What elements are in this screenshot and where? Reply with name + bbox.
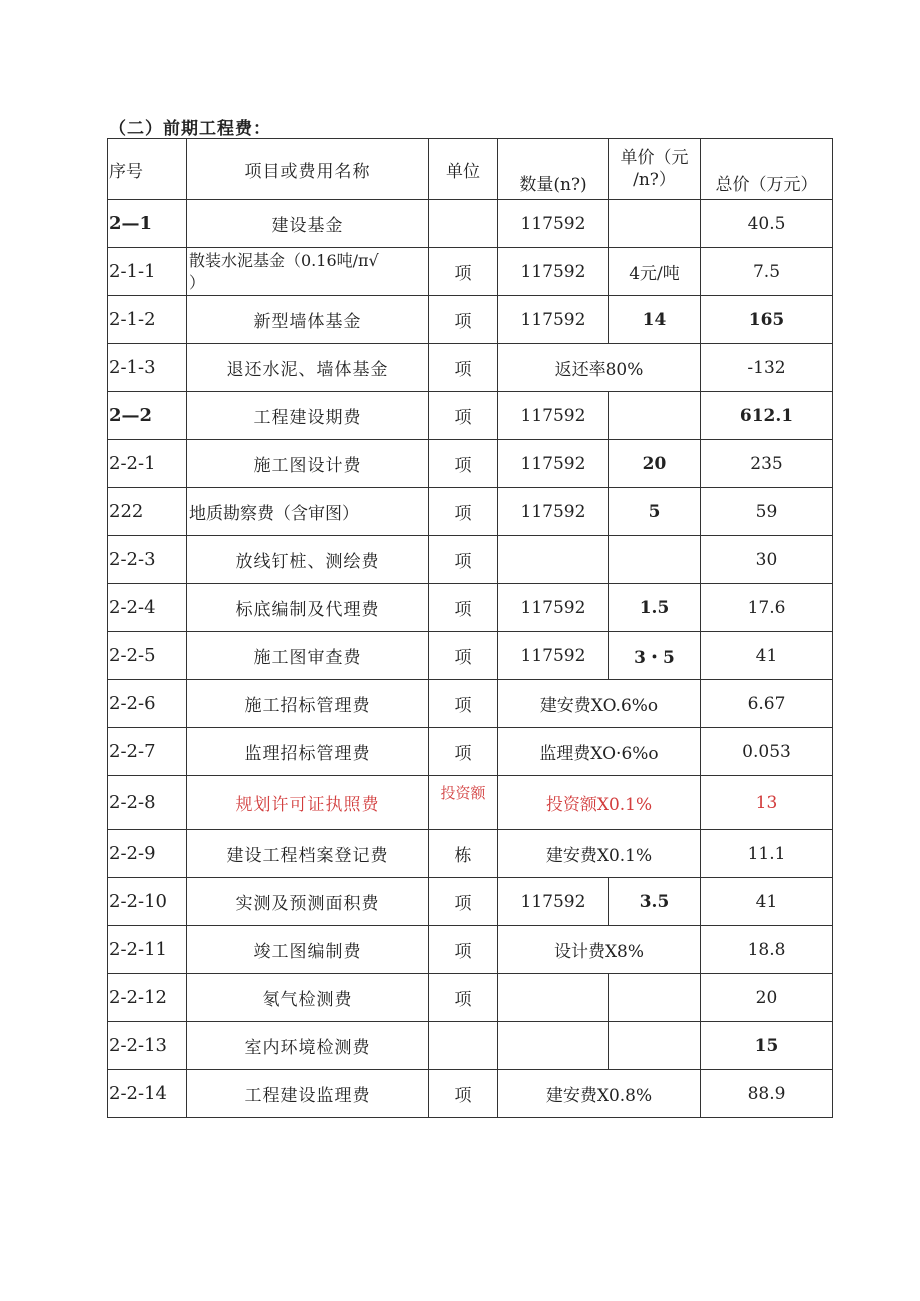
table-row	[108, 248, 833, 296]
cell-seq: 2-1-3	[108, 344, 187, 392]
cell-name: 氡气检测费	[187, 974, 429, 1022]
cell-total: 59	[701, 488, 833, 536]
cell-seq: 2-2-5	[108, 632, 187, 680]
cell-seq: 2-2-10	[108, 878, 187, 926]
cell-price: 14	[609, 296, 701, 344]
cell-price	[609, 974, 701, 1022]
section-heading: （二）前期工程费：	[109, 119, 271, 139]
cell-unit	[429, 1022, 498, 1070]
cell-unit: 项	[429, 248, 498, 296]
header-seq: 序号	[108, 139, 187, 200]
header-name: 项目或费用名称	[187, 139, 429, 200]
cell-qty: 117592	[498, 440, 609, 488]
cell-unit: 项	[429, 344, 498, 392]
cell-qty: 117592	[498, 248, 609, 296]
header-price	[609, 139, 701, 200]
header-unit: 单位	[429, 139, 498, 200]
cell-unit: 项	[429, 1070, 498, 1118]
cell-unit: 项	[429, 440, 498, 488]
table-row	[108, 536, 833, 584]
cell-price	[609, 536, 701, 584]
cell-price: 20	[609, 440, 701, 488]
cell-name	[187, 248, 429, 296]
cell-total: 41	[701, 878, 833, 926]
cell-name: 工程建设期费	[187, 392, 429, 440]
cell-name: 放线钉桩、测绘费	[187, 536, 429, 584]
cell-name: 新型墙体基金	[187, 296, 429, 344]
cell-name: 施工图设计费	[187, 440, 429, 488]
cell-price	[609, 1022, 701, 1070]
cell-name: 退还水泥、墙体基金	[187, 344, 429, 392]
cell-total: 15	[701, 1022, 833, 1070]
cell-unit: 项	[429, 680, 498, 728]
cell-total: 40.5	[701, 200, 833, 248]
cell-total: 13	[701, 776, 833, 830]
cell-seq: 2-2-14	[108, 1070, 187, 1118]
cell-unit: 项	[429, 296, 498, 344]
cell-name: 竣工图编制费	[187, 926, 429, 974]
cell-price: 3.5	[609, 878, 701, 926]
cell-name: 施工招标管理费	[187, 680, 429, 728]
cell-total: 30	[701, 536, 833, 584]
cell-name: 建设基金	[187, 200, 429, 248]
cell-seq: 2-2-6	[108, 680, 187, 728]
cell-qty	[498, 1022, 609, 1070]
cell-seq: 2-2-12	[108, 974, 187, 1022]
cell-total: 0.053	[701, 728, 833, 776]
cell-unit: 项	[429, 974, 498, 1022]
cell-formula: 监理费XO·6%o	[498, 728, 701, 776]
cell-seq: 2-2-1	[108, 440, 187, 488]
table-row	[108, 296, 833, 344]
header-price-line1: 单价（元	[620, 148, 689, 168]
table-row	[108, 878, 833, 926]
cell-name: 建设工程档案登记费	[187, 830, 429, 878]
cell-price: 4元/吨	[609, 248, 701, 296]
cell-qty: 117592	[498, 296, 609, 344]
table-row	[108, 440, 833, 488]
cell-qty: 117592	[498, 200, 609, 248]
cell-name: 标底编制及代理费	[187, 584, 429, 632]
cell-price: 1.5	[609, 584, 701, 632]
cell-total: 18.8	[701, 926, 833, 974]
cell-seq: 2-2-3	[108, 536, 187, 584]
header-total: 总价（万元）	[701, 139, 833, 200]
table-row	[108, 974, 833, 1022]
cell-unit: 项	[429, 488, 498, 536]
cell-price: 3・5	[609, 632, 701, 680]
cell-name: 室内环境检测费	[187, 1022, 429, 1070]
cell-qty: 117592	[498, 488, 609, 536]
cell-total: 165	[701, 296, 833, 344]
table-row	[108, 344, 833, 392]
cell-total: 6.67	[701, 680, 833, 728]
cell-unit: 项	[429, 536, 498, 584]
cell-qty: 117592	[498, 584, 609, 632]
cell-unit: 栋	[429, 830, 498, 878]
cell-total: 7.5	[701, 248, 833, 296]
cell-name: 施工图审查费	[187, 632, 429, 680]
cell-unit: 项	[429, 926, 498, 974]
cell-qty: 117592	[498, 878, 609, 926]
cell-seq: 2—2	[108, 392, 187, 440]
cell-unit: 项	[429, 878, 498, 926]
cell-seq: 2-2-8	[108, 776, 187, 830]
cell-unit: 项	[429, 584, 498, 632]
cell-formula: 建安费X0.8%	[498, 1070, 701, 1118]
table-row	[108, 200, 833, 248]
cell-price: 5	[609, 488, 701, 536]
cell-qty	[498, 974, 609, 1022]
cell-formula: 设计费X8%	[498, 926, 701, 974]
table-row	[108, 776, 833, 830]
cost-table	[107, 138, 833, 1118]
cell-unit: 投资额	[429, 776, 498, 830]
table-row	[108, 728, 833, 776]
header-qty: 数量(n?)	[498, 139, 609, 200]
cell-total: 88.9	[701, 1070, 833, 1118]
cell-total: 41	[701, 632, 833, 680]
table-row	[108, 632, 833, 680]
cell-price	[609, 200, 701, 248]
cell-qty: 117592	[498, 632, 609, 680]
cell-name: 实测及预测面积费	[187, 878, 429, 926]
cell-formula: 投资额X0.1%	[498, 776, 701, 830]
cell-price	[609, 392, 701, 440]
cell-seq: 2-1-1	[108, 248, 187, 296]
table-row	[108, 1022, 833, 1070]
cell-seq: 2—1	[108, 200, 187, 248]
table-row	[108, 926, 833, 974]
cell-seq: 2-1-2	[108, 296, 187, 344]
cell-name-line2: ）	[189, 272, 206, 292]
cell-seq: 2-2-4	[108, 584, 187, 632]
header-price-line2: /n?）	[633, 170, 676, 190]
cell-qty: 117592	[498, 392, 609, 440]
cell-name: 地质勘察费（含审图）	[187, 488, 429, 536]
table-row	[108, 488, 833, 536]
cell-formula: 返还率80%	[498, 344, 701, 392]
cell-seq: 2-2-11	[108, 926, 187, 974]
cell-name: 规划许可证执照费	[187, 776, 429, 830]
cell-unit: 项	[429, 632, 498, 680]
cell-unit	[429, 200, 498, 248]
cell-formula: 建安费XO.6%o	[498, 680, 701, 728]
table-row	[108, 392, 833, 440]
cell-seq: 2-2-9	[108, 830, 187, 878]
cell-name: 监理招标管理费	[187, 728, 429, 776]
table-row	[108, 830, 833, 878]
cell-seq: 222	[108, 488, 187, 536]
table-row	[108, 680, 833, 728]
cell-total: 235	[701, 440, 833, 488]
cell-formula: 建安费X0.1%	[498, 830, 701, 878]
cell-name-line1: 散装水泥基金（0.16吨/π√	[189, 250, 379, 270]
cell-unit: 项	[429, 392, 498, 440]
cell-total: 17.6	[701, 584, 833, 632]
cell-seq: 2-2-13	[108, 1022, 187, 1070]
cell-seq: 2-2-7	[108, 728, 187, 776]
cell-total: 20	[701, 974, 833, 1022]
cell-qty	[498, 536, 609, 584]
cell-total: 11.1	[701, 830, 833, 878]
cell-total: 612.1	[701, 392, 833, 440]
cell-name: 工程建设监理费	[187, 1070, 429, 1118]
cell-unit: 项	[429, 728, 498, 776]
table-row	[108, 1070, 833, 1118]
table-header-row	[108, 139, 833, 200]
table-row	[108, 584, 833, 632]
cell-total: -132	[701, 344, 833, 392]
